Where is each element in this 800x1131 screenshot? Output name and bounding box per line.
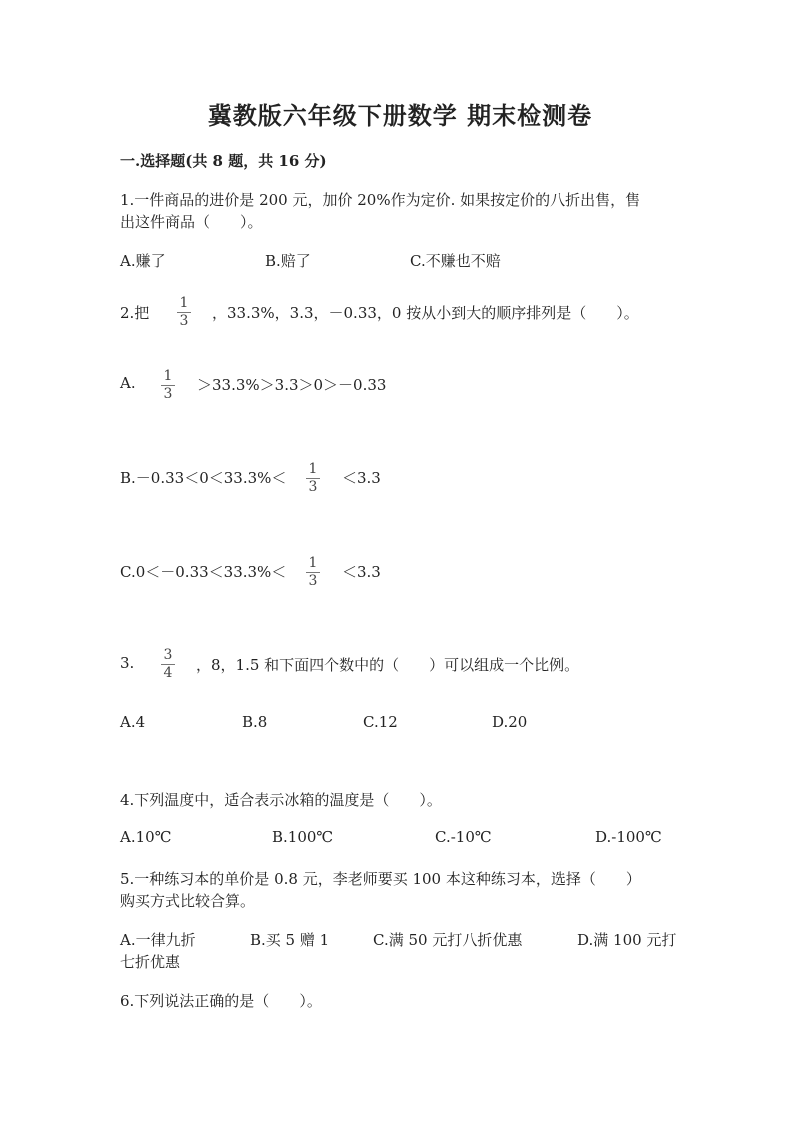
q2-option-b-pre: B.－0.33＜0＜33.3%＜ (120, 469, 287, 487)
q1-option-a: A.赚了 (120, 252, 166, 270)
fraction-numerator: 1 (308, 461, 318, 477)
fraction-numerator: 3 (163, 647, 173, 663)
q1-text-line1: 1.一件商品的进价是 200 元，加价 20%作为定价. 如果按定价的八折出售，售 (120, 191, 641, 209)
q2-option-a-fraction (160, 369, 176, 402)
q5-text-line2: 购买方式比较合算。 (120, 892, 256, 910)
fraction-numerator: 1 (179, 295, 189, 311)
q2-option-c-pre: C.0＜－0.33＜33.3%＜ (120, 563, 287, 581)
q2-prefix: 2.把 (120, 304, 150, 322)
fraction-numerator: 1 (308, 555, 318, 571)
q2-option-a-rest: ＞33.3%＞3.3＞0＞－0.33 (197, 376, 387, 394)
fraction-denominator: 4 (163, 665, 173, 681)
q2-option-b-post: ＜3.3 (342, 469, 381, 487)
q3-option-b: B.8 (242, 713, 268, 731)
q2-fraction (176, 296, 192, 329)
q2-option-a-label: A. (120, 374, 136, 392)
page-title: 冀教版六年级下册数学 期末检测卷 (207, 101, 593, 130)
q2-suffix: ，33.3%，3.3，－0.33，0 按从小到大的顺序排列是（ ）。 (212, 304, 639, 322)
q3-prefix: 3. (120, 654, 135, 672)
fraction-denominator: 3 (308, 573, 318, 589)
q4-option-d: D.-100℃ (595, 828, 662, 846)
q5-option-b: B.买 5 赠 1 (250, 931, 330, 949)
fraction-numerator: 1 (163, 368, 173, 384)
q2-option-c-fraction (305, 556, 321, 589)
q4-option-c: C.-10℃ (435, 828, 492, 846)
q1-option-b: B.赔了 (265, 252, 311, 270)
q5-option-d: D.满 100 元打 (577, 931, 677, 949)
q5-option-a: A.一律九折 (120, 931, 196, 949)
q4-option-b: B.100℃ (272, 828, 334, 846)
q5-option-c: C.满 50 元打八折优惠 (373, 931, 523, 949)
q3-option-c: C.12 (363, 713, 398, 731)
q6-text: 6.下列说法正确的是（ ）。 (120, 992, 322, 1010)
fraction-denominator: 3 (179, 313, 189, 329)
q1-text-line2: 出这件商品（ ）。 (120, 213, 263, 231)
section-heading: 一.选择题(共 8 题，共 16 分) (120, 152, 327, 170)
q3-option-a: A.4 (120, 713, 146, 731)
q2-option-c-post: ＜3.3 (342, 563, 381, 581)
q4-option-a: A.10℃ (120, 828, 172, 846)
q3-fraction (160, 648, 176, 681)
fraction-denominator: 3 (163, 386, 173, 402)
q3-option-d: D.20 (492, 713, 528, 731)
fraction-denominator: 3 (308, 479, 318, 495)
q5-option-d-continued: 七折优惠 (120, 953, 181, 971)
q2-option-b-fraction (305, 462, 321, 495)
q3-suffix: ，8，1.5 和下面四个数中的（ ）可以组成一个比例。 (196, 656, 580, 674)
q1-option-c: C.不赚也不赔 (410, 252, 501, 270)
q5-text-line1: 5.一种练习本的单价是 0.8 元，李老师要买 100 本这种练习本，选择（ ） (120, 870, 641, 888)
q4-text: 4.下列温度中，适合表示冰箱的温度是（ ）。 (120, 791, 442, 809)
